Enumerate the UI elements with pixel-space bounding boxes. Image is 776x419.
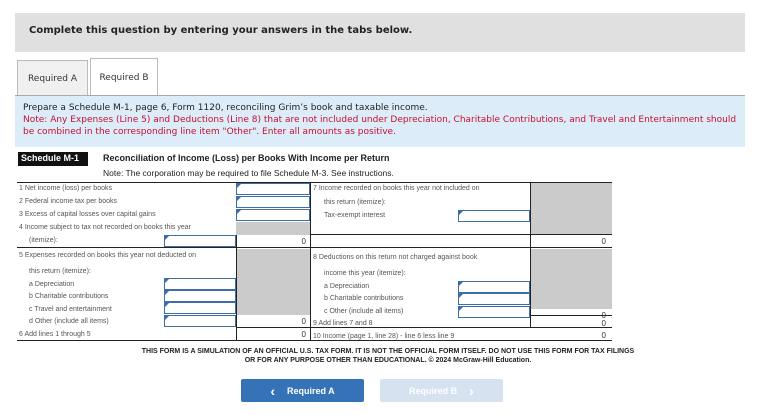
divider — [310, 182, 311, 341]
schedule-badge: Schedule M-1 — [18, 152, 88, 166]
line-9-total: 0 — [601, 319, 606, 328]
tax-exempt-interest-label: Tax-exempt interest — [324, 212, 386, 219]
line-5d-input[interactable] — [164, 315, 236, 327]
chevron-right-icon: › — [469, 382, 474, 399]
line-6-total: 0 — [301, 330, 306, 339]
line-8-label: 8 Deductions on this return not charged against book — [313, 254, 478, 261]
line-7-itemize-label: this return (itemize): — [324, 199, 386, 206]
tax-exempt-interest-input[interactable] — [458, 210, 530, 222]
line-5-label: 5 Expenses recorded on books this year not deducted on — [19, 252, 197, 259]
line-5d-label: d Other (include all items) — [29, 318, 109, 325]
line-5c-label: c Travel and entertainment — [29, 306, 112, 313]
line-7-total: 0 — [601, 237, 606, 246]
line-8-total: 0 — [601, 311, 606, 320]
shaded-cell — [531, 249, 612, 309]
line-5c-input[interactable] — [164, 302, 236, 314]
line-5-total: 0 — [301, 317, 306, 326]
line-7-label: 7 Income recorded on books this year not included on — [313, 185, 480, 192]
line-9-label: 9 Add lines 7 and 8 — [313, 320, 373, 327]
line-5a-input[interactable] — [164, 278, 236, 290]
shaded-cell — [531, 183, 612, 234]
line-10-total: 0 — [601, 331, 606, 340]
divider — [17, 340, 612, 341]
instruction-banner: Complete this question by entering your answers in the tabs below. — [15, 13, 745, 52]
chevron-left-icon: ‹ — [270, 382, 275, 399]
shaded-cell — [236, 249, 310, 315]
line-8b-label: b Charitable contributions — [324, 295, 404, 302]
tab-required-a[interactable]: Required A — [17, 60, 88, 96]
tab-required-b[interactable]: Required B — [90, 58, 158, 96]
shaded-cell — [236, 222, 310, 235]
disclaimer — [0, 347, 776, 365]
line-8a-label: a Depreciation — [324, 283, 370, 290]
line-8c-input[interactable] — [458, 306, 530, 318]
divider — [17, 182, 612, 183]
divider — [236, 235, 237, 341]
disclaimer-line-1: THIS FORM IS A SIMULATION OF AN OFFICIAL U.S. TAX FORM. IT IS NOT THE OFFICIAL FORM ITSELF. DO NOT USE THIS FORM FOR TAX FILINGS — [141, 348, 635, 355]
line-1-input[interactable] — [236, 183, 310, 195]
line-3-input[interactable] — [236, 209, 310, 221]
instructions-panel — [15, 95, 745, 147]
line-8c-label: c Other (include all items) — [324, 308, 404, 315]
line-4-label: 4 Income subject to tax not recorded on books this year — [19, 224, 191, 231]
line-8-itemize-label: income this year (itemize): — [324, 270, 406, 277]
line-4-total: 0 — [301, 237, 306, 246]
schedule-title: Reconciliation of Income (Loss) per Books With Income per Return — [103, 153, 390, 163]
line-2-input[interactable] — [236, 196, 310, 208]
line-5a-label: a Depreciation — [29, 281, 75, 288]
line-2-label: 2 Federal income tax per books — [19, 198, 118, 205]
next-button-label: Required B — [409, 385, 458, 396]
instructions-text: Prepare a Schedule M-1, page 6, Form 1120, reconciling Grim’s book and taxable income. — [23, 103, 428, 113]
divider — [311, 234, 612, 235]
line-8a-input[interactable] — [458, 281, 530, 293]
prev-required-a-button[interactable] — [241, 379, 364, 402]
divider — [530, 182, 531, 328]
line-5-itemize-label: this return (itemize): — [29, 268, 91, 275]
next-required-b-button[interactable] — [380, 379, 503, 402]
instructions-note: Note: Any Expenses (Line 5) and Deductions (Line 8) that are not included under Depreciation, Charitable Contributions, and Travel and Entertainment should be combined in the corresponding line item "Other". Enter all amounts as positive. — [23, 115, 737, 137]
line-5b-input[interactable] — [164, 290, 236, 302]
line-6-label: 6 Add lines 1 through 5 — [19, 331, 91, 338]
line-5b-label: b Charitable contributions — [29, 293, 109, 300]
disclaimer-line-2: OR FOR ANY PURPOSE OTHER THAN EDUCATIONAL. © 2024 McGraw-Hill Education. — [244, 357, 532, 364]
line-8b-input[interactable] — [458, 293, 530, 305]
line-4-itemize-input[interactable] — [164, 235, 236, 247]
line-3-label: 3 Excess of capital losses over capital gains — [19, 211, 156, 218]
line-1-label: 1 Net income (loss) per books — [19, 185, 112, 192]
line-4-itemize-label: (itemize): — [29, 237, 58, 244]
line-10-label: 10 Income (page 1, line 28) - line 6 less line 9 — [313, 333, 455, 340]
divider — [17, 247, 612, 248]
schedule-note: Note: The corporation may be required to file Schedule M-3. See instructions. — [103, 168, 394, 178]
prev-button-label: Required A — [287, 385, 335, 396]
